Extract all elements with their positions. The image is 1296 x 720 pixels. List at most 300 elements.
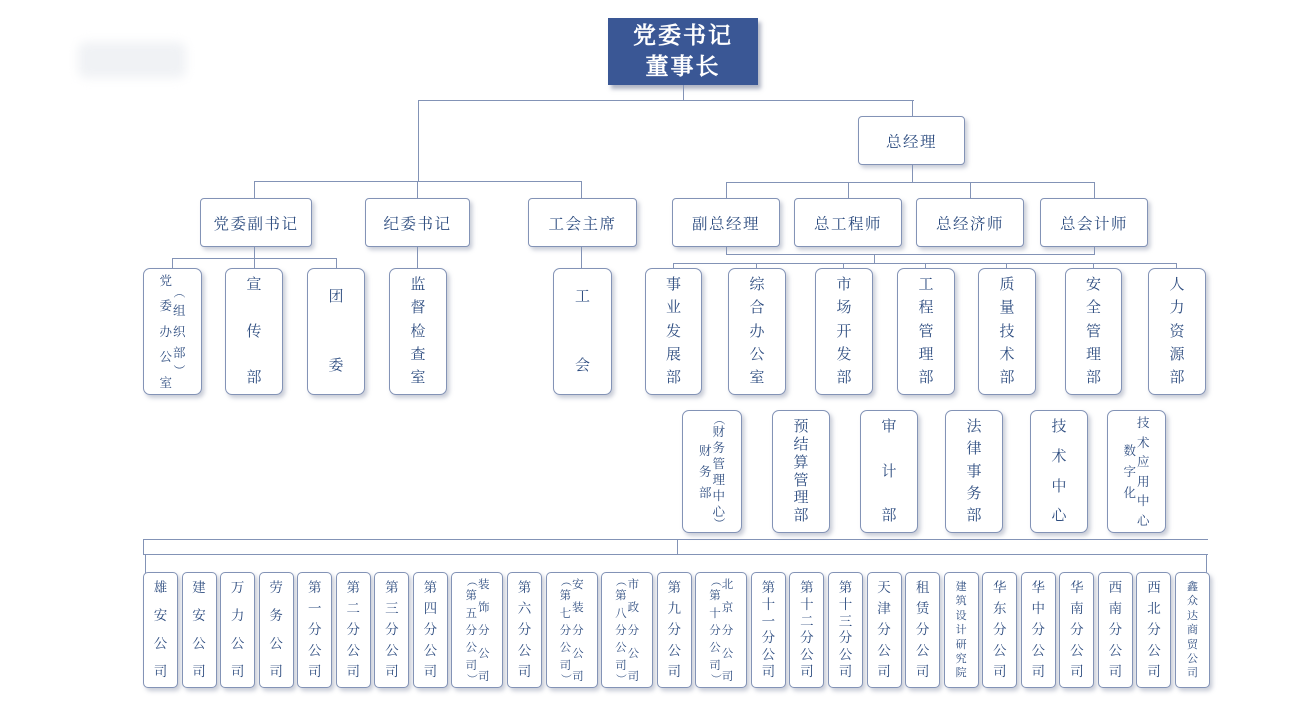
vertical-char: 司: [800, 663, 814, 680]
vertical-char: 查: [410, 344, 426, 363]
vertical-char: 综: [749, 275, 765, 293]
org-node-companies-15: [789, 572, 824, 688]
vertical-text-column: [465, 573, 477, 687]
vertical-char: 公: [709, 640, 721, 655]
vertical-char: 部: [793, 506, 809, 525]
org-node-companies-3: [259, 572, 294, 688]
vertical-text-column: [722, 573, 734, 687]
connector-line: [677, 539, 678, 555]
vertical-char: 力: [230, 607, 245, 624]
vertical-char: 分: [465, 622, 477, 637]
connector-line: [970, 182, 971, 199]
vertical-char: 室: [749, 368, 765, 387]
vertical-char: 公: [159, 349, 172, 365]
vertical-char: 传: [246, 321, 262, 340]
vertical-char: 第: [761, 580, 776, 596]
vertical-char: 公: [572, 645, 584, 660]
vertical-paren-glyph: （: [465, 575, 479, 587]
vertical-text-column: [385, 573, 399, 687]
org-node-companies-8: [451, 572, 503, 688]
org-node-level4_right-1: [728, 268, 786, 395]
vertical-char: 督: [410, 298, 426, 317]
connector-line: [683, 85, 684, 100]
vertical-char: 分: [559, 622, 572, 637]
org-node-level5-4: [1030, 410, 1088, 533]
vertical-char: 公: [838, 647, 853, 664]
org-node-companies-9: [507, 572, 542, 688]
vertical-char: 三: [838, 613, 853, 630]
vertical-paren-glyph: ）: [614, 673, 628, 685]
vertical-char: 事: [966, 461, 982, 480]
vertical-text-column: [709, 573, 721, 687]
vertical-paren-glyph: ）: [559, 673, 573, 685]
org-node-level5-2: [860, 410, 918, 533]
vertical-text-column: [1169, 269, 1184, 394]
connector-line: [418, 100, 419, 182]
vertical-char: 财: [698, 442, 712, 458]
vertical-text-column: [347, 573, 361, 687]
vertical-text-column: [572, 573, 584, 687]
connector-line: [912, 165, 913, 183]
org-node-level3_right-1: 总工程师: [794, 198, 902, 247]
vertical-char: 管: [793, 470, 809, 489]
vertical-char: 北: [1147, 600, 1161, 617]
vertical-text-column: [1187, 573, 1198, 687]
vertical-char: 司: [1031, 663, 1045, 680]
org-node-level3_left-0: 党委副书记: [200, 198, 312, 247]
vertical-char: 十: [838, 596, 853, 613]
vertical-char: 市: [627, 577, 640, 591]
vertical-char: 财: [712, 424, 726, 440]
vertical-char: 公: [615, 640, 627, 655]
org-node-companies-22: [1059, 572, 1094, 688]
connector-line: [145, 554, 146, 573]
vertical-char: 司: [346, 663, 361, 680]
vertical-char: 司: [269, 663, 283, 680]
vertical-char: 公: [667, 642, 681, 659]
vertical-char: 第: [559, 588, 572, 603]
connector-line: [254, 181, 255, 199]
vertical-char: 司: [1070, 663, 1084, 680]
vertical-char: 装: [572, 599, 584, 614]
vertical-char: 分: [1147, 621, 1161, 638]
vertical-char: 建: [955, 580, 967, 593]
vertical-char: 司: [307, 663, 322, 680]
vertical-text-column: [1123, 411, 1136, 532]
org-node-companies-23: [1098, 572, 1133, 688]
vertical-char: 理: [793, 488, 809, 507]
vertical-char: 五: [465, 605, 477, 620]
vertical-char: 分: [709, 622, 721, 637]
org-node-level4_left-1: [225, 268, 283, 395]
vertical-paren-glyph: （: [559, 575, 573, 587]
vertical-char: 八: [615, 605, 627, 620]
vertical-char: 工: [574, 287, 590, 305]
vertical-text-column: [518, 573, 532, 687]
vertical-char: 开: [836, 321, 852, 340]
vertical-paren-glyph: （: [712, 413, 727, 426]
vertical-char: 分: [615, 622, 627, 637]
org-node-companies-2: [220, 572, 255, 688]
org-node-level4_left-0: [143, 268, 202, 395]
vertical-char: 司: [385, 663, 399, 680]
vertical-char: 公: [269, 635, 283, 652]
connector-line: [673, 263, 674, 269]
vertical-char: 市: [836, 275, 852, 293]
vertical-char: 公: [800, 647, 814, 664]
vertical-char: 监: [410, 275, 426, 293]
vertical-text-column: [1051, 411, 1066, 532]
org-node-level4_right-3: [897, 268, 955, 395]
vertical-char: 展: [665, 344, 681, 363]
vertical-char: 分: [627, 622, 640, 637]
vertical-char: 部: [918, 368, 934, 387]
vertical-char: 中: [1137, 493, 1150, 509]
vertical-char: 算: [793, 452, 809, 471]
org-node-companies-1: [182, 572, 217, 688]
vertical-char: 分: [423, 621, 438, 638]
vertical-char: 公: [385, 642, 399, 659]
org-node-companies-12: [657, 572, 692, 688]
vertical-text-column: [1070, 573, 1084, 687]
vertical-char: 术: [1051, 446, 1067, 465]
org-node-level4_left-2: [307, 268, 365, 395]
vertical-char: 分: [838, 630, 853, 647]
vertical-char: 审: [881, 417, 897, 435]
vertical-char: 司: [1108, 663, 1123, 680]
vertical-char: 公: [559, 640, 572, 655]
vertical-char: 公: [761, 647, 776, 664]
vertical-char: 司: [615, 657, 627, 672]
vertical-char: 公: [721, 645, 734, 660]
vertical-char: 心: [1137, 512, 1150, 528]
vertical-text-column: [836, 269, 851, 394]
vertical-text-column: [328, 269, 343, 394]
connector-line: [848, 182, 849, 199]
org-node-level4_right-2: [815, 268, 873, 395]
vertical-paren-glyph: ）: [172, 364, 187, 377]
vertical-char: 二: [800, 613, 814, 630]
vertical-char: 究: [955, 652, 967, 666]
vertical-char: 南: [1070, 600, 1084, 617]
vertical-char: 公: [749, 344, 765, 363]
vertical-char: 司: [709, 657, 721, 672]
vertical-char: 计: [955, 623, 967, 637]
vertical-char: 劳: [269, 580, 283, 596]
vertical-char: 部: [999, 368, 1015, 387]
org-node-companies-0: [143, 572, 178, 688]
connector-line: [336, 258, 337, 269]
org-node-level4_right-4: [978, 268, 1036, 395]
vertical-char: 设: [955, 608, 967, 622]
root-title-line1: 党委书记: [633, 23, 733, 50]
vertical-char: 全: [1085, 298, 1101, 317]
vertical-char: 安: [1085, 275, 1101, 293]
vertical-char: 司: [667, 663, 681, 680]
vertical-char: 筑: [955, 594, 967, 608]
vertical-char: 发: [665, 321, 681, 340]
connector-line: [143, 539, 144, 555]
vertical-char: 分: [385, 621, 399, 638]
vertical-char: 宣: [246, 275, 262, 293]
connector-line: [254, 258, 255, 269]
org-node-level5-3: [945, 410, 1003, 533]
vertical-char: 津: [877, 600, 891, 617]
vertical-char: 公: [230, 635, 245, 652]
vertical-char: 公: [517, 642, 532, 659]
vertical-char: 司: [572, 668, 584, 683]
vertical-char: 分: [517, 621, 532, 638]
org-node-level3_left-1: 纪委书记: [365, 198, 470, 247]
vertical-text-column: [154, 573, 168, 687]
vertical-char: 律: [966, 439, 982, 458]
vertical-char: 办: [749, 321, 765, 340]
vertical-paren-glyph: ）: [712, 517, 727, 530]
vertical-char: 政: [627, 599, 640, 614]
org-node-companies-19: [944, 572, 979, 688]
org-node-companies-7: [413, 572, 448, 688]
org-node-companies-14: [751, 572, 786, 688]
vertical-char: 安: [572, 577, 584, 591]
org-node-companies-13: [695, 572, 747, 688]
vertical-char: 部: [1085, 368, 1101, 387]
vertical-char: 公: [1031, 642, 1045, 659]
vertical-char: 二: [346, 600, 361, 617]
org-node-companies-18: [905, 572, 940, 688]
vertical-text-column: [1032, 573, 1046, 687]
vertical-char: 西: [1108, 580, 1123, 596]
connector-line: [581, 181, 582, 199]
org-node-companies-17: [867, 572, 902, 688]
vertical-char: 司: [992, 663, 1007, 680]
vertical-char: 结: [793, 434, 809, 453]
vertical-char: 第: [385, 580, 399, 596]
org-node-companies-21: [1021, 572, 1056, 688]
connector-line: [1093, 263, 1094, 269]
vertical-char: 公: [1108, 642, 1123, 659]
vertical-text-column: [666, 269, 681, 394]
vertical-text-column: [749, 269, 764, 394]
vertical-text-column: [192, 573, 206, 687]
vertical-text-column: [1137, 411, 1150, 532]
connector-line: [417, 181, 418, 199]
connector-line: [1206, 554, 1207, 573]
vertical-char: 司: [153, 663, 168, 680]
vertical-char: 技: [1137, 415, 1150, 430]
org-node-level5-0: [682, 410, 742, 533]
vertical-text-column: [999, 269, 1014, 394]
vertical-char: 万: [230, 580, 245, 596]
vertical-text-column: [410, 269, 425, 394]
vertical-char: 公: [627, 645, 640, 660]
connector-line: [417, 247, 418, 269]
vertical-char: 京: [721, 599, 734, 614]
vertical-text-column: [667, 573, 681, 687]
vertical-char: 分: [667, 621, 681, 638]
vertical-char: 华: [992, 580, 1007, 596]
vertical-char: 北: [721, 577, 734, 591]
vertical-char: 十: [761, 596, 776, 613]
vertical-char: 公: [877, 642, 891, 659]
vertical-char: 部: [1169, 368, 1185, 387]
vertical-text-column: [560, 573, 572, 687]
vertical-char: 司: [230, 663, 245, 680]
vertical-text-column: [993, 573, 1007, 687]
vertical-char: 分: [992, 621, 1007, 638]
vertical-char: 理: [712, 471, 726, 487]
vertical-char: 人: [1169, 275, 1185, 293]
vertical-char: 心: [712, 503, 726, 519]
connector-line: [581, 247, 582, 269]
vertical-text-column: [916, 573, 930, 687]
vertical-paren-glyph: ）: [465, 673, 479, 685]
vertical-text-column: [575, 269, 590, 394]
vertical-char: 鑫: [1187, 580, 1198, 593]
org-node-level4_left-3: [389, 268, 447, 395]
vertical-char: 司: [559, 657, 572, 672]
vertical-char: 司: [627, 668, 640, 683]
vertical-text-column: [966, 411, 981, 532]
vertical-text-column: [881, 411, 896, 532]
vertical-char: 技: [1051, 417, 1067, 435]
vertical-char: 办: [159, 323, 172, 339]
vertical-char: 第: [307, 580, 322, 596]
connector-line: [756, 263, 757, 269]
vertical-char: 预: [793, 417, 809, 435]
vertical-char: 赁: [915, 600, 930, 617]
vertical-char: 雄: [153, 580, 168, 596]
vertical-char: 党: [159, 273, 172, 288]
vertical-char: 质: [999, 275, 1015, 293]
vertical-char: 公: [992, 642, 1007, 659]
vertical-char: 公: [1070, 642, 1084, 659]
connector-line: [418, 100, 914, 101]
org-node-companies-4: [297, 572, 332, 688]
vertical-char: 司: [915, 663, 930, 680]
vertical-char: 务: [712, 440, 726, 456]
vertical-char: 第: [667, 580, 681, 596]
vertical-char: 院: [955, 666, 967, 680]
vertical-char: 九: [667, 600, 681, 617]
org-node-level3_right-2: 总经济师: [916, 198, 1024, 247]
vertical-char: 分: [1108, 621, 1123, 638]
vertical-char: 第: [517, 580, 532, 596]
vertical-char: 商: [1187, 623, 1198, 637]
vertical-char: 安: [153, 607, 168, 624]
vertical-char: 装: [477, 577, 490, 591]
vertical-char: 中: [1031, 600, 1045, 617]
vertical-char: 十: [800, 596, 814, 613]
vertical-text-column: [231, 573, 245, 687]
vertical-text-column: [159, 269, 172, 394]
vertical-char: 力: [1169, 298, 1185, 317]
connector-line: [1176, 263, 1177, 269]
vertical-char: 第: [346, 580, 361, 596]
watermark: [78, 42, 186, 78]
connector-line: [1006, 263, 1007, 269]
vertical-char: 第: [465, 588, 477, 603]
vertical-text-column: [762, 573, 776, 687]
vertical-char: 饰: [477, 599, 490, 614]
vertical-text-column: [628, 573, 640, 687]
vertical-char: 部: [173, 345, 186, 361]
vertical-char: 委: [159, 298, 172, 314]
vertical-text-column: [615, 573, 627, 687]
vertical-char: 管: [712, 455, 726, 471]
org-node-level4_right-0: [645, 268, 702, 395]
vertical-char: 公: [423, 642, 438, 659]
vertical-char: 分: [1031, 621, 1045, 638]
org-node-level3_right-3: 总会计师: [1040, 198, 1148, 247]
vertical-text-column: [308, 573, 322, 687]
vertical-char: 贸: [1187, 637, 1198, 651]
org-node-level5-1: [772, 410, 830, 533]
vertical-char: 司: [877, 663, 891, 680]
vertical-char: 部: [698, 485, 712, 501]
org-node-companies-11: [601, 572, 653, 688]
vertical-char: 场: [836, 298, 852, 317]
vertical-char: 公: [346, 642, 361, 659]
vertical-char: 司: [517, 663, 532, 680]
vertical-char: 程: [918, 298, 934, 317]
vertical-char: 工: [918, 275, 934, 293]
root-node-chairman: [608, 18, 758, 85]
vertical-text-column: [793, 411, 808, 532]
vertical-char: 分: [307, 621, 322, 638]
vertical-char: 合: [749, 298, 765, 317]
vertical-char: 应: [1137, 454, 1150, 470]
vertical-char: 三: [385, 600, 399, 617]
vertical-char: 第: [800, 580, 814, 596]
vertical-char: 司: [721, 668, 734, 683]
vertical-char: 公: [915, 642, 930, 659]
vertical-char: 四: [423, 600, 438, 617]
vertical-char: 一: [307, 600, 322, 617]
vertical-char: 法: [966, 417, 982, 435]
connector-line: [912, 100, 913, 117]
org-node-level4_left-4: [553, 268, 612, 395]
connector-line: [726, 182, 727, 199]
vertical-char: 司: [761, 663, 776, 680]
vertical-char: 东: [992, 600, 1007, 617]
vertical-char: 华: [1031, 580, 1045, 596]
vertical-char: 分: [1070, 621, 1084, 638]
vertical-text-column: [839, 573, 853, 687]
vertical-char: 委: [328, 356, 344, 375]
org-node-level5-5: [1107, 410, 1166, 533]
vertical-char: 公: [192, 635, 206, 652]
vertical-char: 分: [572, 622, 584, 637]
vertical-char: 字: [1123, 463, 1136, 479]
vertical-char: 数: [1123, 442, 1136, 458]
vertical-char: 分: [721, 622, 734, 637]
vertical-char: 室: [410, 368, 426, 387]
vertical-char: 务: [966, 483, 982, 502]
vertical-char: 会: [574, 356, 590, 375]
vertical-text-column: [424, 573, 438, 687]
vertical-char: 部: [836, 368, 852, 387]
vertical-char: 公: [1187, 652, 1198, 666]
vertical-char: 分: [877, 621, 891, 638]
connector-line: [843, 263, 844, 269]
vertical-char: 分: [477, 622, 490, 637]
vertical-text-column: [478, 573, 490, 687]
vertical-text-column: [699, 411, 712, 532]
vertical-paren-glyph: （: [172, 286, 187, 299]
vertical-char: 司: [465, 657, 477, 672]
vertical-text-column: [1086, 269, 1101, 394]
connector-line: [143, 539, 1208, 540]
